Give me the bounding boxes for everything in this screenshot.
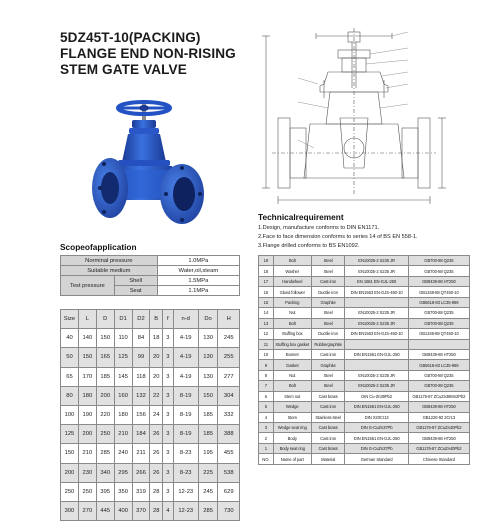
table-cell: 2: [259, 433, 274, 443]
table-cell: Ductile iron: [311, 287, 345, 297]
table-cell: 3: [162, 386, 173, 405]
table-cell: DIN X20Cr13: [345, 412, 408, 422]
column-header: Size: [61, 310, 79, 329]
table-cell: GB1220-92 2Cr13: [408, 412, 469, 422]
table-cell: 190: [78, 405, 96, 424]
table-cell: 304: [218, 386, 240, 405]
table-cell: Stem nut: [273, 391, 311, 401]
table-cell: 28: [150, 501, 163, 520]
suitable-medium-label: Suitable medium: [61, 266, 158, 276]
table-cell: 8-19: [173, 425, 198, 444]
table-cell: 4-19: [173, 348, 198, 367]
table-cell: GB1348-88 QT450-10: [408, 287, 469, 297]
table-cell: 11: [259, 339, 274, 349]
table-cell: Stem: [273, 412, 311, 422]
table-row: [61, 482, 240, 501]
table-cell: Rubbergraphite: [311, 339, 345, 349]
table-cell: Stuffing box: [273, 329, 311, 339]
table-row: [61, 405, 240, 424]
table-row: [61, 329, 240, 348]
table-cell: 14: [259, 308, 274, 318]
table-cell: 245: [198, 482, 218, 501]
table-cell: DIN G-CuZn37Pb: [345, 443, 408, 453]
table-cell: 20: [150, 348, 163, 367]
table-cell: 132: [132, 386, 150, 405]
scope-title: Scopeofapplication: [60, 242, 137, 252]
table-cell: Steel: [311, 308, 345, 318]
column-header: H: [218, 310, 240, 329]
table-cell: 295: [114, 463, 132, 482]
table-cell: 165: [96, 348, 114, 367]
tech-note: 1.Design, manufacture conforms to DIN EN1171.: [258, 225, 380, 231]
table-cell: 185: [198, 405, 218, 424]
table-row: [259, 391, 470, 401]
table-cell: 18: [150, 329, 163, 348]
table-row: [259, 287, 470, 297]
table-cell: 118: [132, 367, 150, 386]
table-cell: 4-19: [173, 329, 198, 348]
table-cell: 455: [218, 444, 240, 463]
table-cell: 245: [218, 329, 240, 348]
shell-label: Shell: [114, 276, 157, 286]
table-cell: Handwheel: [273, 276, 311, 286]
table-row: [259, 339, 470, 349]
table-cell: 211: [132, 444, 150, 463]
table-cell: 210: [78, 444, 96, 463]
table-cell: 180: [78, 386, 96, 405]
table-cell: Bolt: [273, 381, 311, 391]
table-row: [259, 349, 470, 359]
table-cell: [345, 360, 408, 370]
table-cell: GB9439-88 HT250: [408, 433, 469, 443]
column-header: B: [150, 310, 163, 329]
table-row: [61, 276, 240, 286]
table-cell: 18: [259, 266, 274, 276]
table-cell: Cast iron: [311, 433, 345, 443]
suitable-medium-value: Water,oil,steam: [157, 266, 239, 276]
table-row: [61, 425, 240, 444]
table-row: [259, 402, 470, 412]
table-row: [61, 367, 240, 386]
table-cell: 26: [150, 463, 163, 482]
table-cell: 17: [259, 276, 274, 286]
table-cell: 3: [162, 463, 173, 482]
table-cell: 240: [114, 444, 132, 463]
table-cell: 7: [259, 381, 274, 391]
table-cell: 319: [132, 482, 150, 501]
table-cell: 8: [259, 370, 274, 380]
table-cell: GB700-88 Q235: [408, 318, 469, 328]
product-title: [60, 30, 260, 78]
table-cell: Steel: [311, 381, 345, 391]
table-cell: 1: [259, 443, 274, 453]
nominal-pressure-label: Norminal pressure: [61, 256, 158, 266]
table-row: [259, 308, 470, 318]
table-row: [259, 297, 470, 307]
table-cell: 3: [162, 444, 173, 463]
table-cell: 170: [78, 367, 96, 386]
table-cell: GB9439-88 HT250: [408, 276, 469, 286]
table-cell: 12: [259, 329, 274, 339]
table-cell: 8-23: [173, 444, 198, 463]
table-cell: EN10025-2 S235 JR: [345, 318, 408, 328]
table-cell: 195: [198, 444, 218, 463]
table-cell: 24: [150, 405, 163, 424]
seat-label: Seat: [114, 286, 157, 296]
parts-table: [258, 255, 470, 465]
table-row: [259, 318, 470, 328]
table-cell: 180: [114, 405, 132, 424]
cross-section-drawing: [258, 28, 466, 208]
table-cell: 65: [61, 367, 79, 386]
table-cell: GB1176-87 ZCuZn40Pb2: [408, 423, 469, 433]
gate-valve-image: [86, 96, 218, 228]
table-cell: 19: [259, 256, 274, 266]
table-cell: 277: [218, 367, 240, 386]
table-cell: Cast brass: [311, 443, 345, 453]
table-cell: 225: [198, 463, 218, 482]
table-cell: Steel: [311, 266, 345, 276]
table-cell: 10: [259, 349, 274, 359]
column-header: n-d: [173, 310, 198, 329]
table-cell: DIN EN1563 EN-GJS-450-10: [345, 329, 408, 339]
table-cell: 332: [218, 405, 240, 424]
table-cell: Material: [311, 454, 345, 464]
table-cell: 210: [114, 425, 132, 444]
table-cell: Steel: [311, 318, 345, 328]
table-cell: Body: [273, 433, 311, 443]
column-header: L: [78, 310, 96, 329]
table-cell: 20: [150, 367, 163, 386]
table-row: [259, 329, 470, 339]
table-cell: 395: [96, 482, 114, 501]
dimensions-table: [60, 309, 240, 521]
table-cell: GB700-88 Q235: [408, 381, 469, 391]
table-cell: 340: [96, 463, 114, 482]
tech-note: 3.Flange drilled conforms to BS EN1092.: [258, 243, 360, 249]
table-cell: 250: [78, 482, 96, 501]
table-cell: 400: [114, 501, 132, 520]
table-cell: 140: [78, 329, 96, 348]
table-cell: GB1348-88 QT450-10: [408, 329, 469, 339]
table-row: [259, 276, 470, 286]
table-cell: NO.: [259, 454, 274, 464]
table-cell: 150: [61, 444, 79, 463]
table-cell: 538: [218, 463, 240, 482]
table-row: [259, 370, 470, 380]
table-cell: GB700-88 Q235: [408, 370, 469, 380]
table-cell: 22: [150, 386, 163, 405]
table-row: [259, 412, 470, 422]
table-row: [61, 463, 240, 482]
table-cell: 3: [259, 423, 274, 433]
table-cell: [408, 339, 469, 349]
table-cell: 285: [96, 444, 114, 463]
table-cell: Graphite: [311, 360, 345, 370]
table-cell: [345, 339, 408, 349]
table-cell: DIN Cu-Zn39Pb2: [345, 391, 408, 401]
table-cell: DIN EN1561 EN-GJL-250: [345, 433, 408, 443]
table-cell: German Standard: [345, 454, 408, 464]
table-cell: Gland follower: [273, 287, 311, 297]
table-cell: 8-19: [173, 386, 198, 405]
table-cell: 270: [78, 501, 96, 520]
table-cell: DIN G-CuZn37Pb: [345, 423, 408, 433]
table-cell: Cast iron: [311, 349, 345, 359]
table-cell: 8-23: [173, 463, 198, 482]
table-cell: 15: [259, 297, 274, 307]
table-cell: EN 1561 EN-GJL-250: [345, 276, 408, 286]
table-cell: 220: [96, 405, 114, 424]
shell-value: 1.5MPa: [157, 276, 239, 286]
table-cell: Wedge seat ring: [273, 423, 311, 433]
table-row: [259, 360, 470, 370]
table-cell: 3: [162, 329, 173, 348]
table-cell: 99: [132, 348, 150, 367]
table-cell: DIN EN1561 EN-GJL-250: [345, 402, 408, 412]
table-cell: 12-23: [173, 482, 198, 501]
table-cell: Cast brass: [311, 391, 345, 401]
table-cell: 80: [61, 386, 79, 405]
table-cell: Bonnet: [273, 349, 311, 359]
table-cell: 28: [150, 482, 163, 501]
table-row: [259, 381, 470, 391]
table-cell: 13: [259, 318, 274, 328]
title-line-2: FLANGE END NON-RISING: [60, 46, 236, 61]
column-header: Do: [198, 310, 218, 329]
table-cell: Steel: [311, 370, 345, 380]
table-cell: 250: [61, 482, 79, 501]
table-cell: 150: [96, 329, 114, 348]
table-cell: 160: [114, 386, 132, 405]
table-cell: 730: [218, 501, 240, 520]
table-cell: 40: [61, 329, 79, 348]
table-cell: 50: [61, 348, 79, 367]
table-row: [259, 423, 470, 433]
table-cell: Wedge: [273, 402, 311, 412]
table-cell: 200: [61, 463, 79, 482]
table-cell: 3: [162, 367, 173, 386]
table-cell: 4: [259, 412, 274, 422]
column-header: f: [162, 310, 173, 329]
table-cell: 6: [259, 391, 274, 401]
tech-note: 2.Face to face dimension conforms to series 14 of BS EN 558-1.: [258, 234, 418, 240]
table-cell: DIN EN1561 EN-GJL-250: [345, 349, 408, 359]
table-row: [61, 266, 240, 276]
table-cell: [345, 297, 408, 307]
table-cell: 84: [132, 329, 150, 348]
table-cell: Ductile iron: [311, 329, 345, 339]
table-cell: 300: [61, 501, 79, 520]
column-header: D1: [114, 310, 132, 329]
table-cell: 3: [162, 482, 173, 501]
table-row: [61, 348, 240, 367]
table-cell: DIN EN1563 EN-GJS-450-10: [345, 287, 408, 297]
table-cell: Stuffing box gasket: [273, 339, 311, 349]
table-cell: Nut: [273, 370, 311, 380]
table-row: [61, 501, 240, 520]
table-cell: Nut: [273, 308, 311, 318]
table-row: [259, 443, 470, 453]
table-cell: Washer: [273, 266, 311, 276]
table-cell: 629: [218, 482, 240, 501]
table-cell: 184: [132, 425, 150, 444]
table-cell: GB5618-83 LC35-989: [408, 297, 469, 307]
table-cell: 130: [198, 329, 218, 348]
table-cell: Stainless steel: [311, 412, 345, 422]
title-line-3: STEM GATE VALVE: [60, 62, 187, 77]
table-cell: EN10025-2 S235 JR: [345, 308, 408, 318]
table-cell: 4: [162, 501, 173, 520]
tech-requirement-title: Technicalrequirement: [258, 212, 344, 222]
scope-table: [60, 255, 240, 296]
column-header: D: [96, 310, 114, 329]
table-cell: Cast iron: [311, 276, 345, 286]
table-cell: 100: [61, 405, 79, 424]
table-cell: 230: [78, 463, 96, 482]
table-cell: 8-19: [173, 405, 198, 424]
table-cell: 12-23: [173, 501, 198, 520]
table-cell: GB9439-88 HT250: [408, 349, 469, 359]
table-cell: 110: [114, 329, 132, 348]
table-cell: 156: [132, 405, 150, 424]
title-line-1: 5DZ45T-10(PACKING): [60, 30, 201, 45]
table-cell: 4-19: [173, 367, 198, 386]
table-cell: 150: [198, 386, 218, 405]
table-cell: 130: [198, 367, 218, 386]
table-cell: 5: [259, 402, 274, 412]
table-cell: EN10025-2 S235 JR: [345, 266, 408, 276]
table-cell: GB700-88 Q235: [408, 266, 469, 276]
table-row: [61, 386, 240, 405]
table-cell: 16: [259, 287, 274, 297]
table-cell: GB9439-88 HT250: [408, 402, 469, 412]
table-cell: 200: [78, 425, 96, 444]
table-cell: Chinese Standard: [408, 454, 469, 464]
table-row: [259, 256, 470, 266]
table-cell: 125: [114, 348, 132, 367]
table-cell: 125: [61, 425, 79, 444]
seat-value: 1.1MPa: [157, 286, 239, 296]
table-cell: 145: [114, 367, 132, 386]
table-cell: GB1176-87 ZCuZn40Pb2: [408, 443, 469, 453]
table-cell: Gasket: [273, 360, 311, 370]
table-cell: GB1176-87 ZCuZn38Mn2Pb2: [408, 391, 469, 401]
test-pressure-label: Test pressure: [61, 276, 115, 296]
table-cell: 150: [78, 348, 96, 367]
table-cell: 3: [162, 348, 173, 367]
table-cell: 388: [218, 425, 240, 444]
table-cell: 185: [198, 425, 218, 444]
table-cell: 350: [114, 482, 132, 501]
table-cell: 370: [132, 501, 150, 520]
table-cell: GB700-88 Q235: [408, 308, 469, 318]
table-header-row: [61, 310, 240, 329]
table-cell: GB700-88 Q235: [408, 256, 469, 266]
table-cell: Cast brass: [311, 423, 345, 433]
table-cell: 26: [150, 425, 163, 444]
tech-requirement-notes: [258, 224, 468, 251]
table-cell: 185: [96, 367, 114, 386]
table-row: [259, 454, 470, 464]
table-cell: Cast iron: [311, 402, 345, 412]
table-cell: Body seat ring: [273, 443, 311, 453]
table-cell: Bolt: [273, 318, 311, 328]
column-header: D2: [132, 310, 150, 329]
table-cell: Packing: [273, 297, 311, 307]
table-cell: Graphite: [311, 297, 345, 307]
table-row: [61, 256, 240, 266]
table-cell: Name of part: [273, 454, 311, 464]
nominal-pressure-value: 1.0MPa: [157, 256, 239, 266]
table-cell: EN10025-2 S235 JR: [345, 370, 408, 380]
table-row: [259, 266, 470, 276]
table-cell: 26: [150, 444, 163, 463]
table-cell: Steel: [311, 256, 345, 266]
table-cell: Bolt: [273, 256, 311, 266]
table-cell: 445: [96, 501, 114, 520]
table-cell: GB5618-83 LC35-989: [408, 360, 469, 370]
table-cell: EN10025-2 S235 JR: [345, 256, 408, 266]
table-cell: 3: [162, 425, 173, 444]
table-cell: 200: [96, 386, 114, 405]
table-cell: 255: [218, 348, 240, 367]
table-cell: EN10025-2 S235 JR: [345, 381, 408, 391]
table-cell: 3: [162, 405, 173, 424]
table-cell: 285: [198, 501, 218, 520]
table-row: [61, 444, 240, 463]
table-cell: 266: [132, 463, 150, 482]
table-cell: 250: [96, 425, 114, 444]
table-cell: 130: [198, 348, 218, 367]
table-cell: 9: [259, 360, 274, 370]
table-row: [259, 433, 470, 443]
